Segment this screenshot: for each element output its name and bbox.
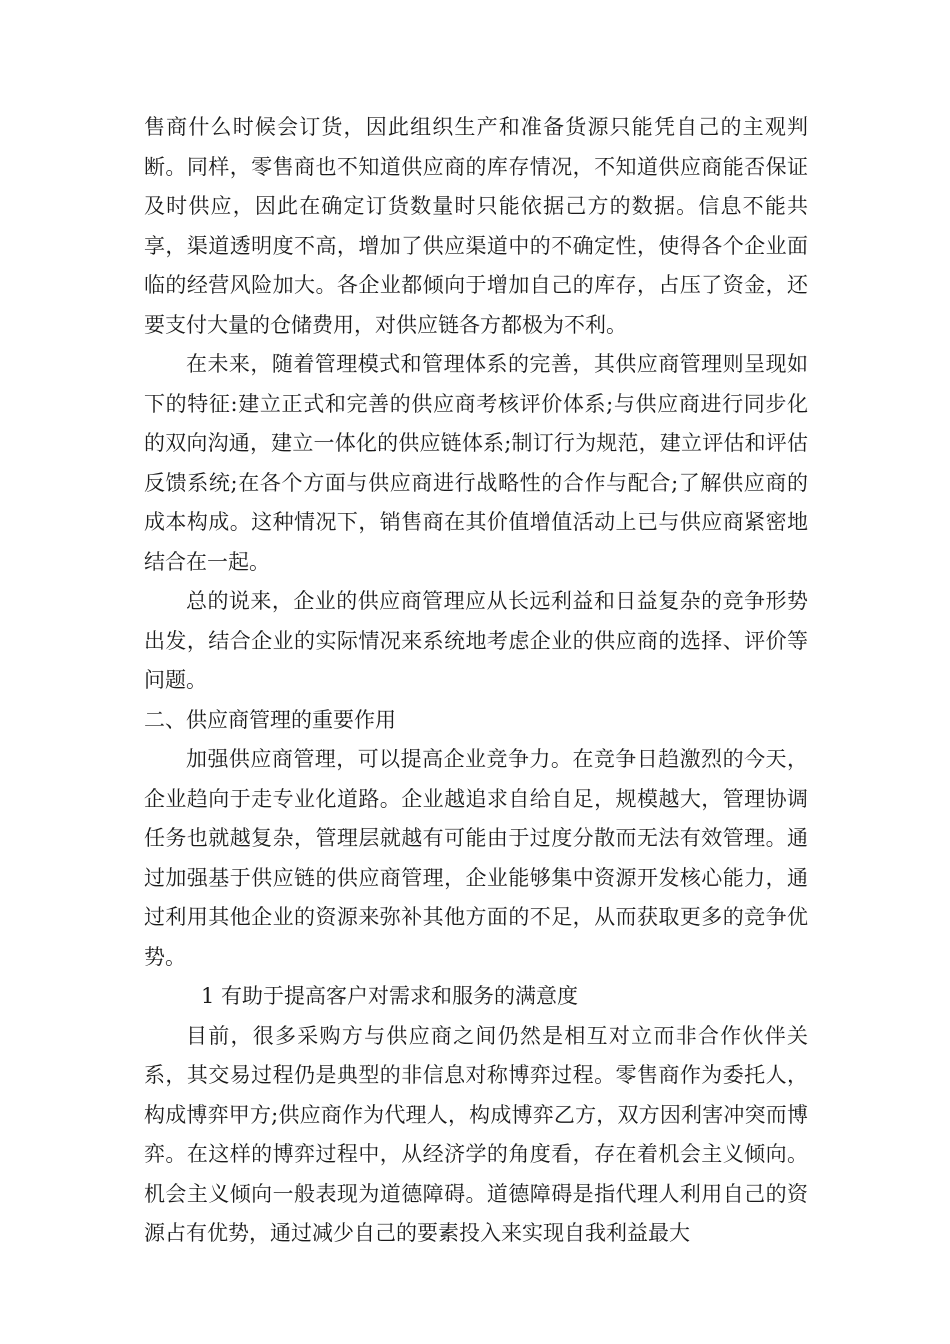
- section-heading: 二、供应商管理的重要作用: [144, 707, 396, 732]
- paragraph-future-characteristics: 在未来，随着管理模式和管理体系的完善，其供应商管理则呈现如下的特征:建立正式和完善的供应商考核评价体系;与供应商进行同步化的双向沟通，建立一体化的供应链体系;制订行为规范，建立评估和评估反馈系统;在各个方面与供应商进行战略性的合作与配合;了解供应商的成本构成。这种情况下，销售商在其价值增值活动上已与供应商紧密地结合在一起。: [144, 352, 808, 574]
- paragraph-game-theory: 目前，很多采购方与供应商之间仍然是相互对立而非合作伙伴关系，其交易过程仍是典型的非信息对称博弈过程。零售商作为委托人，构成博弈甲方;供应商作为代理人，构成博弈乙方，双方因利害冲突而博弈。在这样的博弈过程中，从经济学的角度看，存在着机会主义倾向。机会主义倾向一般表现为道德障碍。道德障碍是指代理人利用自己的资源占有优势，通过减少自己的要素投入来实现自我利益最大: [144, 1023, 808, 1245]
- paragraph-continued: 售商什么时候会订货，因此组织生产和准备货源只能凭自己的主观判断。同样，零售商也不知道供应商的库存情况，不知道供应商能否保证及时供应，因此在确定订货数量时只能依据己方的数据。信息不能共享，渠道透明度不高，增加了供应渠道中的不确定性，使得各个企业面临的经营风险加大。各企业都倾向于增加自己的库存，占压了资金，还要支付大量的仓储费用，对供应链各方都极为不利。: [144, 115, 808, 337]
- subsection-heading: 1 有助于提高客户对需求和服务的满意度: [201, 984, 579, 1008]
- paragraph-competitiveness: 加强供应商管理，可以提高企业竞争力。在竞争日趋激烈的今天，企业趋向于走专业化道路。企业越追求自给自足，规模越大，管理协调任务也就越复杂，管理层就越有可能由于过度分散而无法有效管理。通过加强基于供应链的供应商管理，企业能够集中资源开发核心能力，通过利用其他企业的资源来弥补其他方面的不足，从而获取更多的竞争优势。: [144, 747, 808, 969]
- paragraph-summary: 总的说来，企业的供应商管理应从长远利益和日益复杂的竞争形势出发，结合企业的实际情况来系统地考虑企业的供应商的选择、评价等问题。: [144, 589, 808, 692]
- document-body: [144, 108, 808, 1254]
